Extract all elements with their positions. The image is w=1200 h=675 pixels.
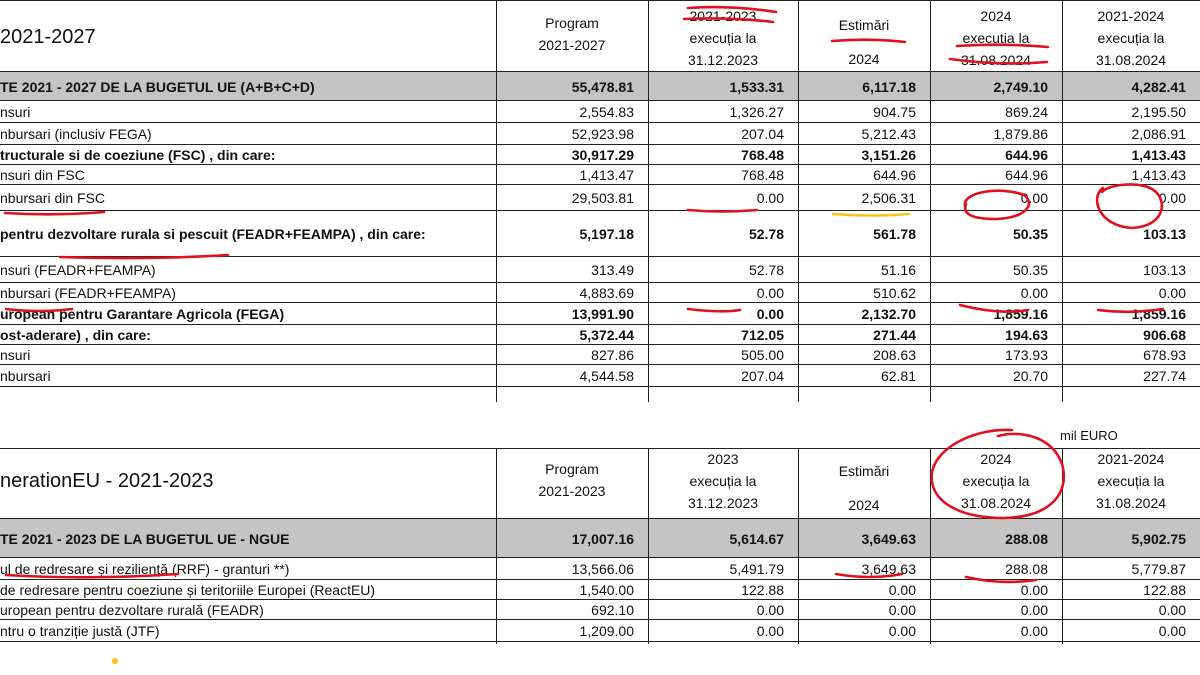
value-cell: 1,413.43 — [1131, 147, 1186, 163]
value-cell: 5,212.43 — [861, 126, 916, 142]
row-label: uropean pentru Garantare Agricola (FEGA) — [0, 306, 285, 322]
value-cell: 122.88 — [741, 582, 784, 598]
value-cell: 644.96 — [1005, 167, 1048, 183]
value-cell: 0.00 — [756, 602, 784, 618]
value-cell: 52.78 — [748, 262, 784, 278]
value-cell: 0.00 — [1020, 623, 1048, 639]
value-cell: 678.93 — [1143, 347, 1186, 363]
value-cell: 1,859.16 — [1131, 306, 1186, 322]
row-label: nbursari (FEADR+FEAMPA) — [0, 285, 176, 301]
row-divider — [0, 0, 1200, 1]
row-label: pentru dezvoltare rurala si pescuit (FEADR+FEAMPA) , din care: — [0, 226, 426, 242]
value-cell: 644.96 — [1005, 147, 1048, 163]
row-divider — [0, 518, 1200, 519]
value-cell: 194.63 — [1005, 327, 1048, 343]
value-cell: 2,506.31 — [861, 190, 916, 206]
value-cell: 2,554.83 — [579, 104, 634, 120]
value-cell: 62.81 — [880, 368, 916, 384]
value-cell: 827.86 — [591, 347, 634, 363]
value-cell: 0.00 — [756, 623, 784, 639]
value-cell: 20.70 — [1012, 368, 1048, 384]
value-cell: 51.16 — [880, 262, 916, 278]
value-cell: 52,923.98 — [571, 126, 634, 142]
row-divider — [0, 641, 1200, 642]
value-cell: 4,282.41 — [1131, 78, 1186, 95]
value-cell: 5,372.44 — [579, 327, 634, 343]
table1-title: 2021-2027 — [0, 26, 96, 48]
value-cell: 103.13 — [1143, 226, 1186, 242]
value-cell: 288.08 — [1005, 561, 1048, 577]
value-cell: 0.00 — [1158, 190, 1186, 206]
value-cell: 30,917.29 — [571, 147, 634, 163]
value-cell: 2,749.10 — [993, 78, 1048, 95]
value-cell: 13,566.06 — [571, 561, 634, 577]
value-cell: 1,326.27 — [729, 104, 784, 120]
row-divider — [0, 282, 1200, 283]
row-divider — [0, 344, 1200, 345]
row-divider — [0, 599, 1200, 600]
row-label: tructurale si de coeziune (FSC) , din care: — [0, 147, 276, 163]
value-cell: 55,478.81 — [571, 78, 634, 95]
t1-header-2021-2023: 2021-2023 execuția la 31.12.2023 — [687, 8, 759, 68]
row-divider — [0, 557, 1200, 558]
value-cell: 1,413.43 — [1131, 167, 1186, 183]
value-cell: 3,649.63 — [861, 561, 916, 577]
value-cell: 29,503.81 — [571, 190, 634, 206]
value-cell: 692.10 — [591, 602, 634, 618]
t1-header-estimari: Estimări 2024 — [838, 17, 890, 67]
value-cell: 4,883.69 — [579, 285, 634, 301]
row-divider — [0, 164, 1200, 165]
value-cell: 2,195.50 — [1131, 104, 1186, 120]
value-cell: 2,132.70 — [861, 306, 916, 322]
value-cell: 0.00 — [1158, 285, 1186, 301]
value-cell: 1,413.47 — [579, 167, 634, 183]
value-cell: 561.78 — [873, 226, 916, 242]
value-cell: 5,902.75 — [1131, 530, 1186, 547]
value-cell: 0.00 — [1020, 190, 1048, 206]
value-cell: 50.35 — [1012, 226, 1048, 242]
value-cell: 5,779.87 — [1131, 561, 1186, 577]
value-cell: 906.68 — [1143, 327, 1186, 343]
value-cell: 904.75 — [873, 104, 916, 120]
row-divider — [0, 256, 1200, 257]
row-divider — [0, 386, 1200, 387]
row-label: ost-aderare) , din care: — [0, 327, 151, 343]
value-cell: 1,209.00 — [579, 623, 634, 639]
value-cell: 17,007.16 — [571, 530, 634, 547]
row-divider — [0, 579, 1200, 580]
row-divider — [0, 122, 1200, 123]
value-cell: 505.00 — [741, 347, 784, 363]
row-label: de redresare pentru coeziune și teritoriile Europei (ReactEU) — [0, 582, 376, 598]
value-cell: 122.88 — [1143, 582, 1186, 598]
value-cell: 1,879.86 — [993, 126, 1048, 142]
value-cell: 510.62 — [873, 285, 916, 301]
value-cell: 0.00 — [756, 190, 784, 206]
value-cell: 207.04 — [741, 368, 784, 384]
t2-header-2023: 2023 execuția la 31.12.2023 — [687, 451, 759, 511]
value-cell: 768.48 — [741, 147, 784, 163]
row-divider — [0, 324, 1200, 325]
row-divider — [0, 619, 1200, 620]
row-divider — [0, 210, 1200, 211]
value-cell: 271.44 — [873, 327, 916, 343]
row-label: nsuri din FSC — [0, 167, 85, 183]
t1-header-2021-2024: 2021-2024 execuția la 31.08.2024 — [1095, 8, 1167, 68]
value-cell: 227.74 — [1143, 368, 1186, 384]
row-divider — [0, 364, 1200, 365]
row-label: nsuri (FEADR+FEAMPA) — [0, 262, 156, 278]
row-divider — [0, 448, 1200, 449]
t1-header-2024: 2024 execuția la 31.08.2024 — [960, 8, 1032, 68]
t2-header-2024: 2024 execuția la 31.08.2024 — [960, 451, 1032, 511]
value-cell: 313.49 — [591, 262, 634, 278]
value-cell: 2,086.91 — [1131, 126, 1186, 142]
t1-header-program: Program 2021-2027 — [538, 15, 606, 53]
value-cell: 5,614.67 — [729, 530, 784, 547]
value-cell: 1,540.00 — [579, 582, 634, 598]
t2-header-estimari: Estimări 2024 — [838, 463, 890, 513]
value-cell: 0.00 — [1020, 285, 1048, 301]
value-cell: 6,117.18 — [862, 78, 916, 95]
row-label: nbursari — [0, 368, 51, 384]
value-cell: 0.00 — [888, 582, 916, 598]
value-cell: 13,991.90 — [571, 306, 634, 322]
budget-table-ngeu — [0, 448, 1200, 648]
row-label: ul de redresare și reziliență (RRF) - granturi **) — [0, 561, 290, 577]
value-cell: 644.96 — [873, 167, 916, 183]
t2-header-2021-2024: 2021-2024 execuția la 31.08.2024 — [1095, 451, 1167, 511]
value-cell: 207.04 — [741, 126, 784, 142]
value-cell: 768.48 — [741, 167, 784, 183]
value-cell: 1,533.31 — [729, 78, 784, 95]
row-label: uropean pentru dezvoltare rurală (FEADR) — [0, 602, 264, 618]
value-cell: 0.00 — [756, 306, 784, 322]
t2-header-program: Program 2021-2023 — [538, 461, 606, 499]
value-cell: 4,544.58 — [579, 368, 634, 384]
value-cell: 5,491.79 — [729, 561, 784, 577]
row-label: ntru o tranziție justă (JTF) — [0, 623, 160, 639]
value-cell: 0.00 — [888, 623, 916, 639]
table2-title: nerationEU - 2021-2023 — [0, 470, 214, 492]
value-cell: 0.00 — [756, 285, 784, 301]
value-cell: 52.78 — [748, 226, 784, 242]
value-cell: 869.24 — [1005, 104, 1048, 120]
value-cell: 288.08 — [1005, 530, 1048, 547]
row-label: nbursari (inclusiv FEGA) — [0, 126, 152, 142]
row-divider — [0, 71, 1200, 72]
row-label: nbursari din FSC — [0, 190, 106, 206]
value-cell: 1,859.16 — [993, 306, 1048, 322]
total-row-label: TE 2021 - 2027 DE LA BUGETUL UE (A+B+C+D) — [0, 78, 315, 95]
value-cell: 103.13 — [1143, 262, 1186, 278]
value-cell: 0.00 — [1020, 582, 1048, 598]
unit-label: mil EURO — [1060, 428, 1118, 443]
value-cell: 50.35 — [1012, 262, 1048, 278]
value-cell: 0.00 — [1020, 602, 1048, 618]
value-cell: 5,197.18 — [579, 226, 634, 242]
value-cell: 0.00 — [1158, 623, 1186, 639]
value-cell: 3,151.26 — [861, 147, 916, 163]
row-divider — [0, 144, 1200, 145]
row-label: nsuri — [0, 104, 31, 120]
value-cell: 208.63 — [873, 347, 916, 363]
value-cell: 3,649.63 — [861, 530, 916, 547]
row-divider — [0, 302, 1200, 303]
value-cell: 173.93 — [1005, 347, 1048, 363]
value-cell: 0.00 — [1158, 602, 1186, 618]
row-divider — [0, 100, 1200, 101]
total-row-label: TE 2021 - 2023 DE LA BUGETUL UE - NGUE — [0, 530, 290, 547]
value-cell: 712.05 — [741, 327, 784, 343]
value-cell: 0.00 — [888, 602, 916, 618]
row-divider — [0, 184, 1200, 185]
highlight-dot — [112, 658, 118, 664]
row-label: nsuri — [0, 347, 31, 363]
